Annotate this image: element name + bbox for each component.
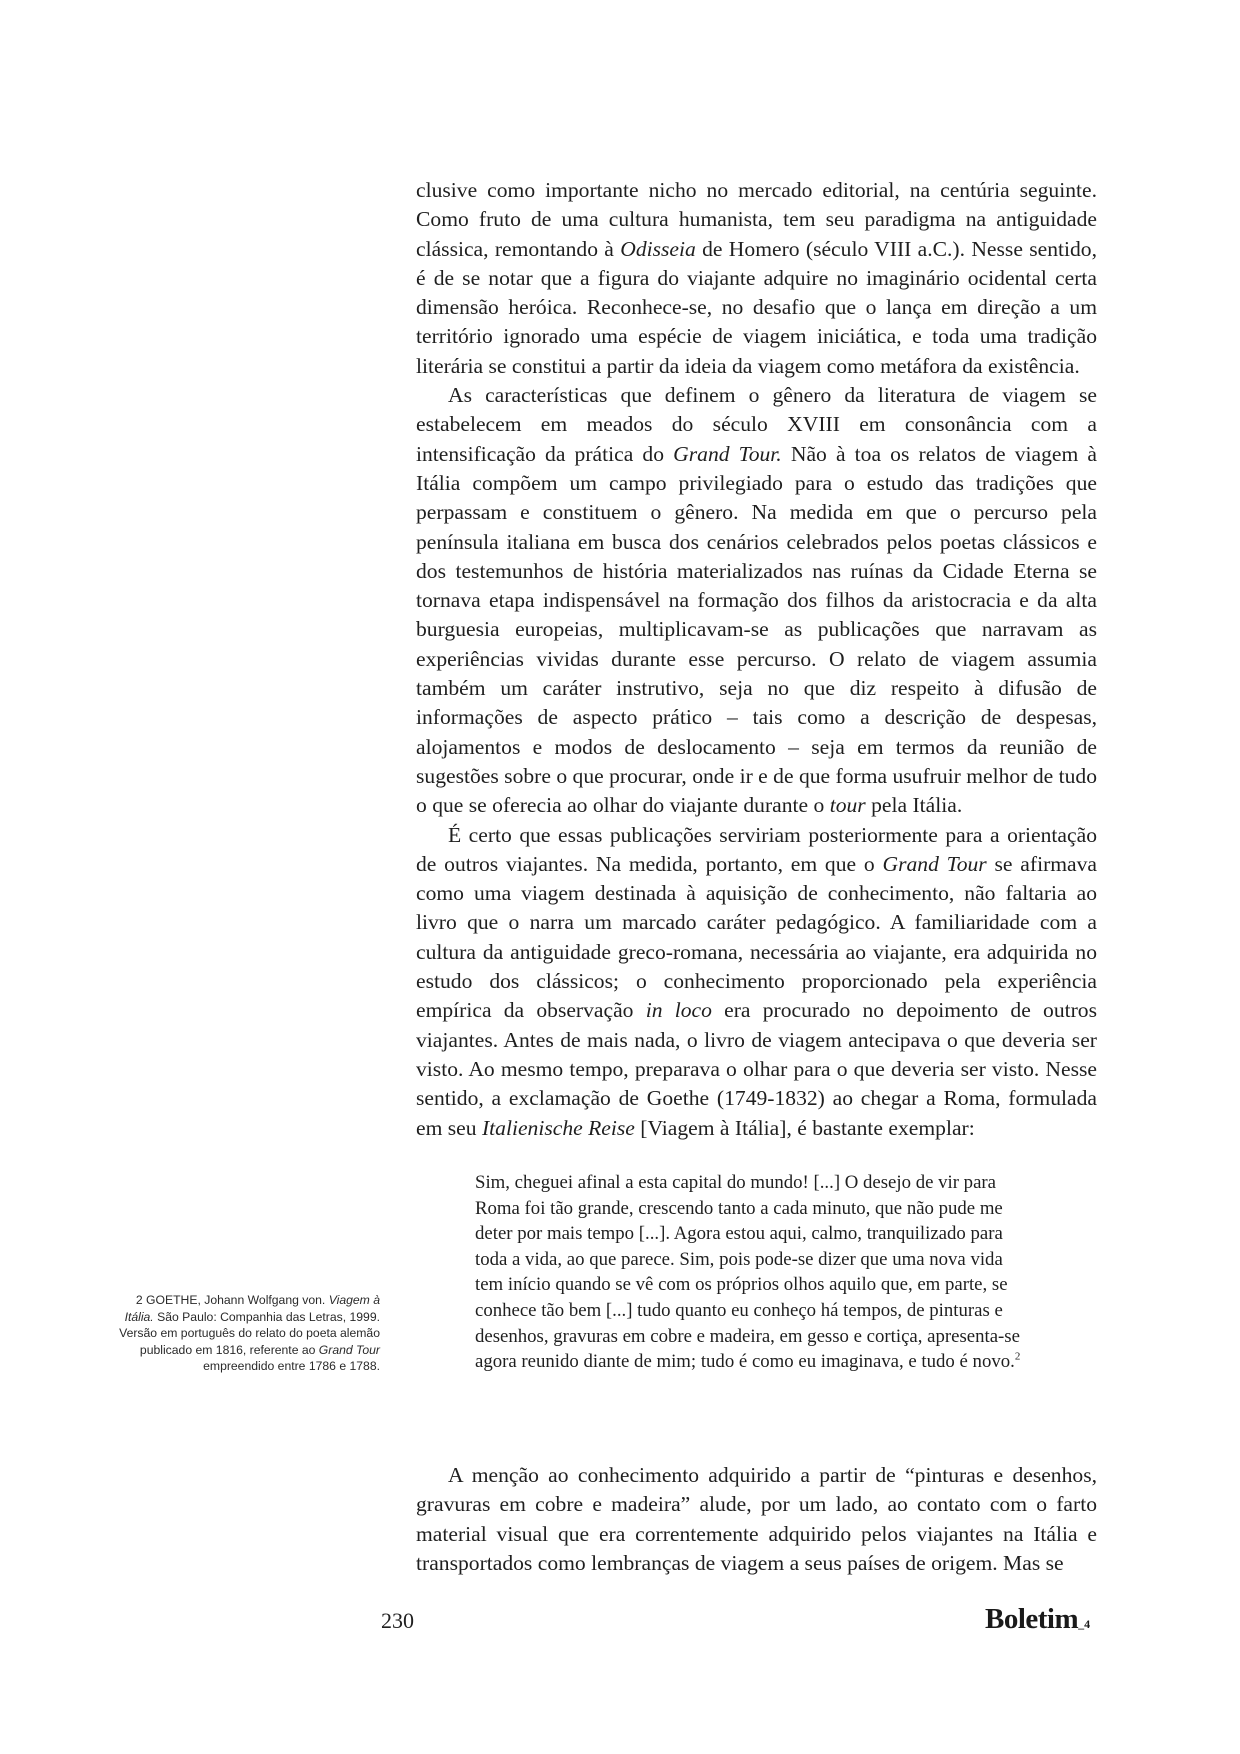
text-run: se afirmava como uma viagem destinada à aquisição de conhecimento, não faltaria ao livro que o narra um marcado caráter pedagógico. A familiaridade com a cultura da antiguidade greco-romana, necessária ao viajante, era adquirida no estudo dos clássicos; o conhecimento proporcionado pela experiência empírica da observação <box>416 851 1098 1023</box>
text-run: Não à toa os relatos de viagem à Itália compõem um campo privilegiado para o estudo das tradições que perpassam e constituem o gênero. Na medida em que o percurso pela península italiana em busca dos cenários celebrados pelos poetas clássicos e dos testemunhos de história materializados nas ruínas da Cidade Eterna se tornava etapa indispensável na formação dos filhos da aristocracia e da alta burguesia europeias, multiplicavam-se as publicações que narravam as experiências vividas durante esse percurso. O relato de viagem assumia também um caráter instrutivo, seja no que diz respeito à difusão de informações de aspecto prático – tais como a descrição de despesas, alojamentos e modos de deslocamento – seja em termos da reunião de sugestões sobre o que procurar, onde ir e de que forma usufruir melhor de tudo o que se oferecia ao olhar do viajante durante o <box>416 441 1097 818</box>
journal-name: Boletim <box>985 1603 1079 1635</box>
text-run: clusive como importante nicho no mercado editorial, na centúria seguinte. Como fruto de uma cultura humanista, tem seu paradigma na antiguidade clássica, remontando à <box>416 178 1097 261</box>
text-run: empreendido entre 1786 e 1788. <box>203 1359 380 1374</box>
italic-text: Viagem à Itália. <box>124 1293 380 1324</box>
main-text-column <box>416 176 1097 1143</box>
footnote-reference[interactable]: 2 <box>1014 1350 1021 1363</box>
paragraph-3 <box>416 821 1097 1143</box>
italic-text: in loco <box>645 998 712 1023</box>
text-run: As características que definem o gênero da literatura de viagem se estabelecem em meados do século XVIII em consonância com a intensificação da prática do <box>416 383 1097 466</box>
text-run: É certo que essas publicações serviriam posteriormente para a orientação de outros viajantes. Na medida, portanto, em que o <box>416 822 1097 876</box>
paragraph-1 <box>416 176 1097 381</box>
page-number: 230 <box>381 1608 414 1633</box>
italic-text: Odisseia <box>620 236 696 261</box>
paragraph-4: A menção ao conhecimento adquirido a partir de “pinturas e desenhos, gravuras em cobre e madeira” alude, por um lado, ao contato com o farto material visual que era correntemente adquirido pelos viajantes na Itália e transportados como lembranças de viagem a seus países de origem. Mas se <box>416 1463 1097 1575</box>
text-run: era procurado no depoimento de outros viajantes. Antes de mais nada, o livro de viagem antecipava o que deveria ser visto. Ao mesmo tempo, preparava o olhar para o que deveria ser visto. Nesse sentido, a exclamação de Goethe (1749-1832) ao chegar a Roma, formulada em seu <box>416 998 1098 1140</box>
text-run: 2 GOETHE, Johann Wolfgang von. <box>135 1293 329 1307</box>
block-quote-text: Sim, cheguei afinal a esta capital do mundo! [...] O desejo de vir para Roma foi tão grande, crescendo tanto a cada minuto, que não pude me deter por mais tempo [...]. Agora estou aqui, calmo, tranquilizado para toda a vida, ao que parece. Sim, pois pode-se dizer que uma nova vida tem início quando se vê com os próprios olhos aquilo que, em parte, se conhece tão bem [...] tudo quanto eu conheço há tempos, de pinturas e desenhos, gravuras em cobre e madeira, em gesso e cortiça, apresenta-se agora reunido diante de mim; tudo é como eu imaginava, e tudo é novo. <box>475 1172 1020 1373</box>
italic-text: Grand Tour <box>882 851 987 876</box>
closing-text-column <box>416 1461 1097 1578</box>
journal-logo <box>985 1603 1090 1640</box>
text-run: de Homero (século VIII a.C.). Nesse sentido, é de se notar que a figura do viajante adquire no imaginário ocidental certa dimensão heróica. Reconhece-se, no desafio que o lança em direção a um território ignorado uma espécie de viagem iniciática, e toda uma tradição literária se constitui a partir da ideia da viagem como metáfora da existência. <box>416 236 1097 378</box>
italic-text: Grand Tour <box>318 1342 380 1357</box>
block-quote <box>475 1170 1035 1375</box>
text-run: São Paulo: Companhia das Letras, 1999. Versão em português do relato do poeta alemão publicado em 1816, referente ao <box>119 1309 380 1357</box>
italic-text: tour <box>829 793 866 818</box>
footnote <box>118 1292 380 1375</box>
text-run: [Viagem à Itália], é bastante exemplar: <box>634 1115 975 1140</box>
paragraph-2 <box>416 381 1097 820</box>
text-run: pela Itália. <box>865 793 963 818</box>
italic-text: Italienische Reise <box>481 1115 635 1140</box>
journal-issue: _4 <box>1078 1617 1091 1631</box>
italic-text: Grand Tour. <box>673 441 782 466</box>
